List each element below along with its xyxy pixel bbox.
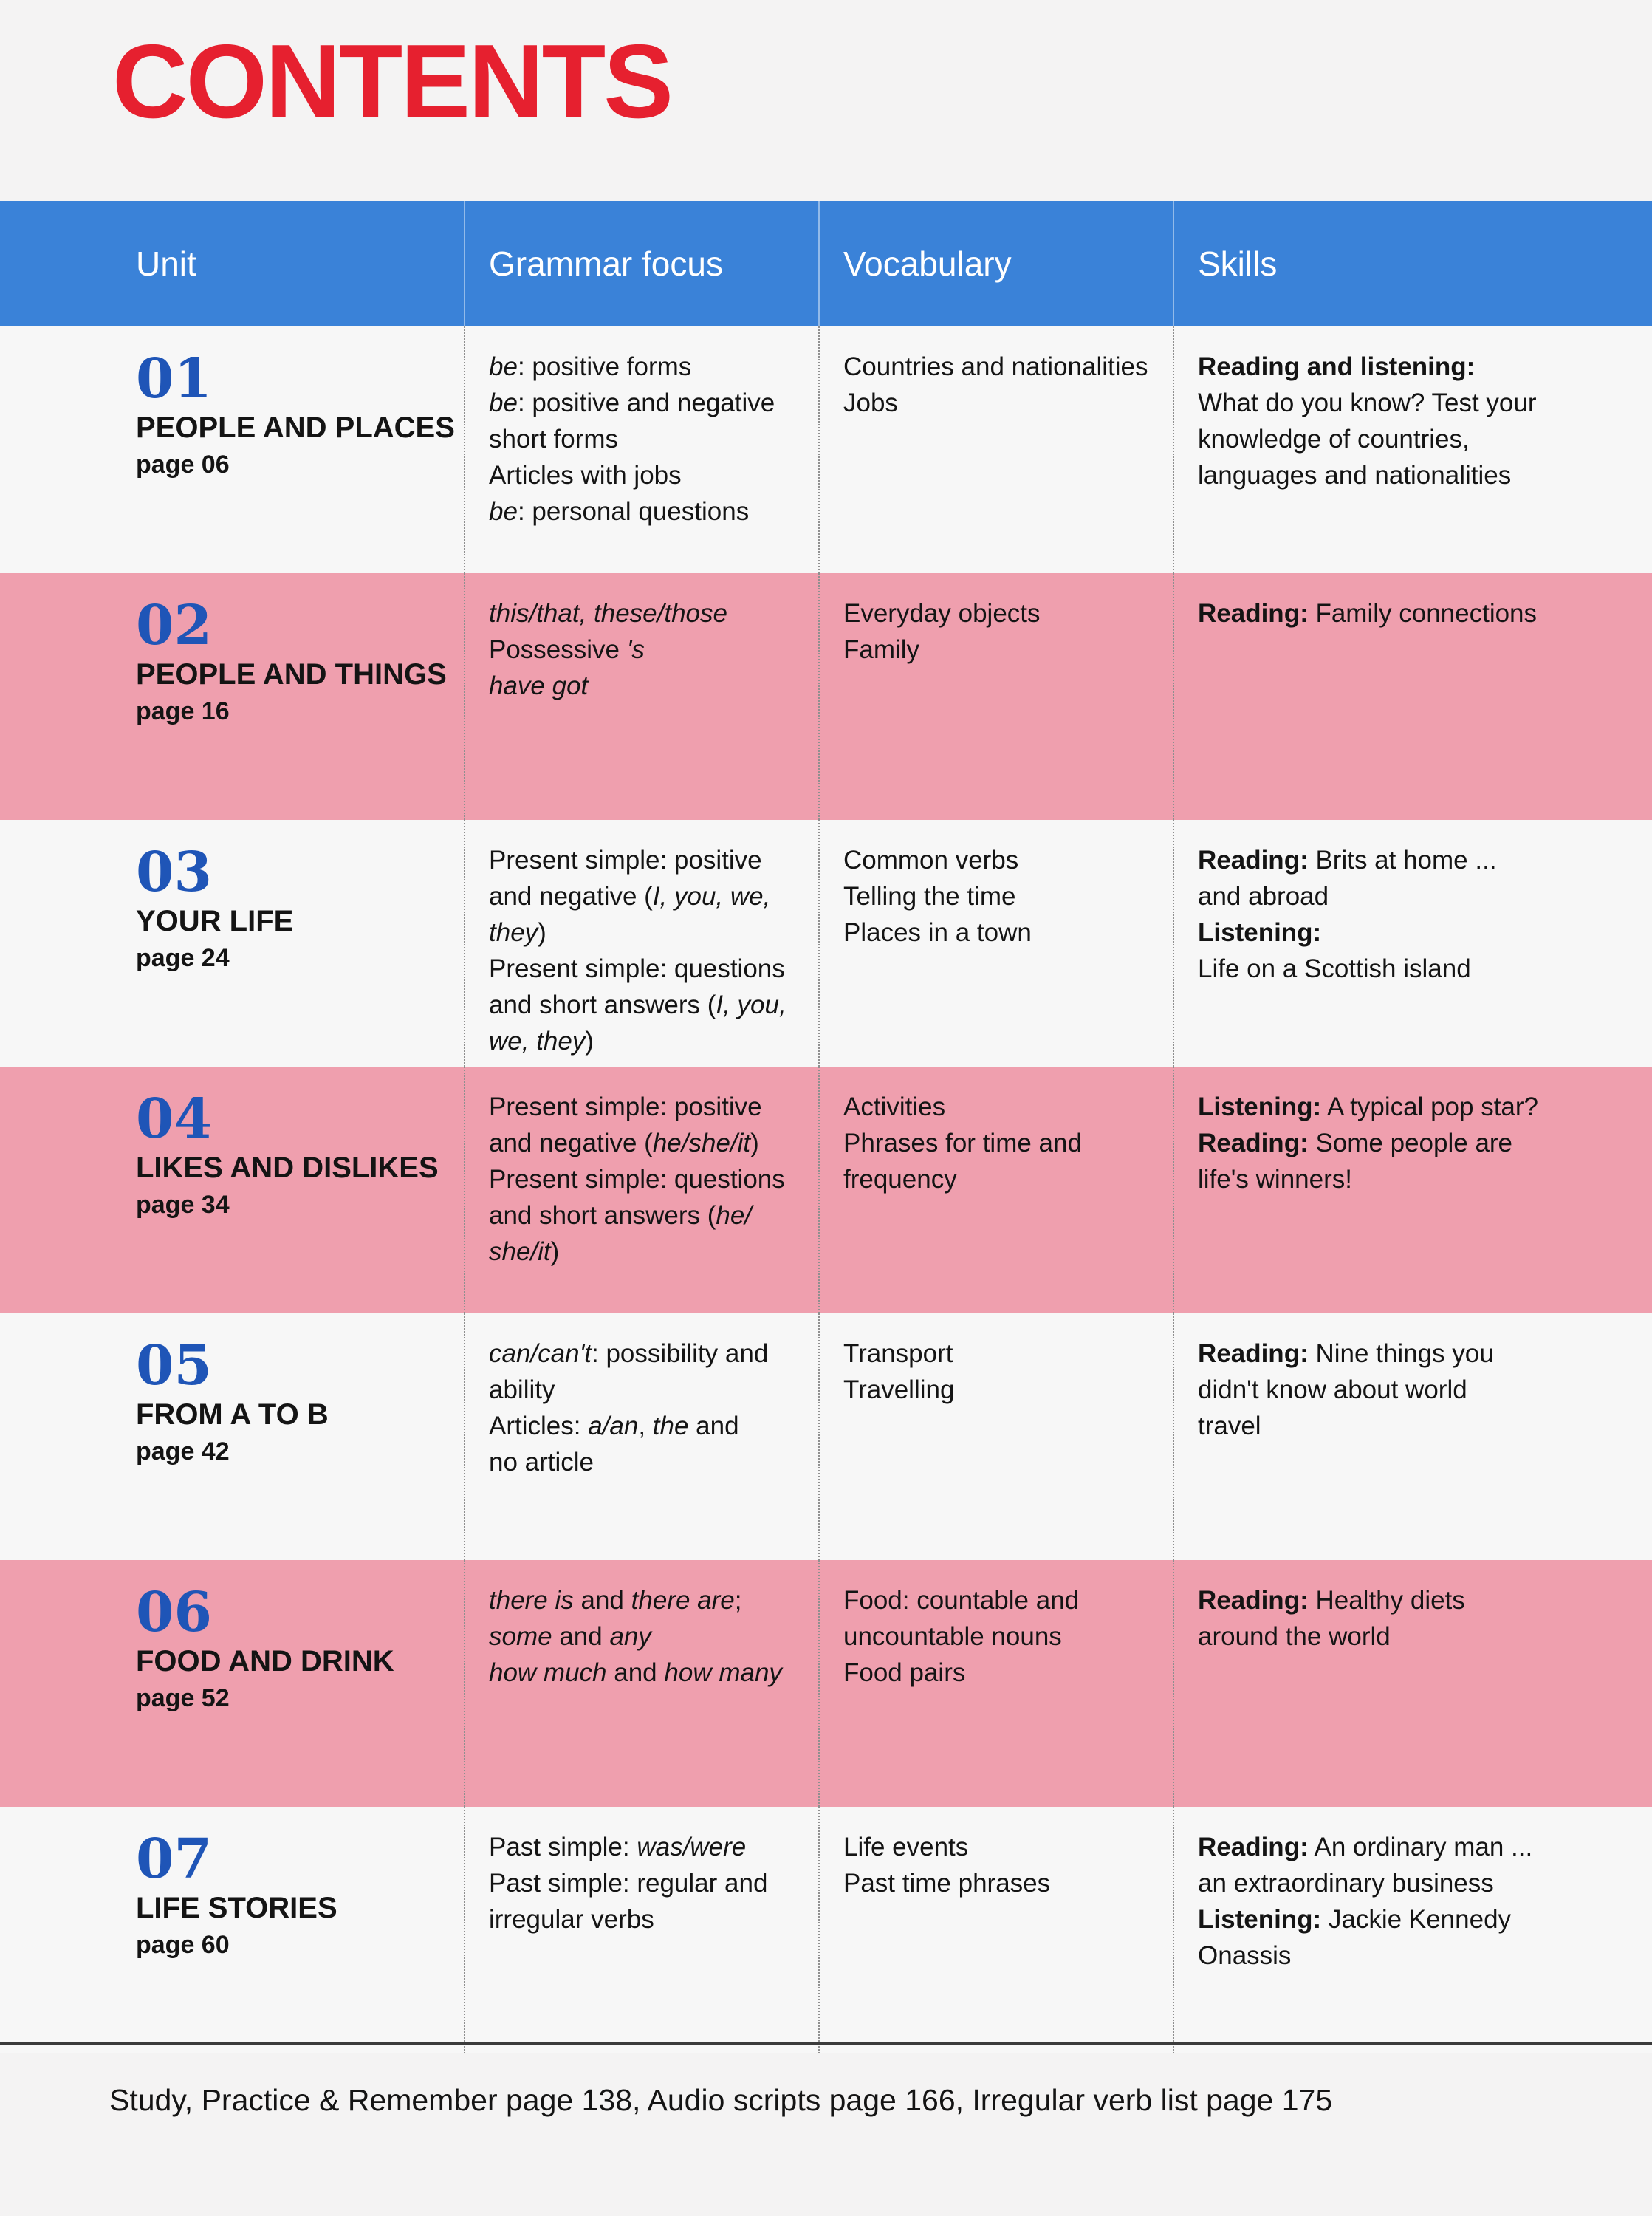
text-segment: be (489, 352, 518, 381)
cell-line (843, 1336, 1161, 1372)
unit-number: 03 (136, 841, 212, 904)
text-segment: was/were (637, 1833, 747, 1861)
text-segment: and short answers ( (489, 1201, 716, 1230)
cell-line (843, 878, 1161, 914)
text-segment: Healthy diets (1308, 1586, 1465, 1615)
table-row (0, 1807, 1652, 2053)
text-segment: : personal questions (517, 497, 750, 526)
text-segment: and (688, 1412, 739, 1440)
vocabulary-cell (820, 1067, 1174, 1313)
header-skills: Skills (1198, 244, 1278, 283)
vocabulary-cell (820, 326, 1174, 573)
page-title: CONTENTS (112, 23, 671, 140)
text-segment: and (552, 1622, 610, 1651)
text-segment: Past time phrases (843, 1869, 1051, 1898)
text-segment: Reading: (1198, 599, 1309, 628)
text-segment: : positive and negative (517, 389, 775, 417)
text-segment: how many (664, 1658, 782, 1687)
cell-line (843, 1161, 1161, 1197)
table-row (0, 573, 1652, 820)
vocabulary-cell (820, 820, 1174, 1067)
cell-line (489, 878, 806, 914)
text-segment: and (606, 1658, 665, 1687)
table-row (0, 326, 1652, 573)
text-segment: how much (489, 1658, 607, 1687)
unit-title: PEOPLE AND THINGS (136, 658, 447, 691)
text-segment: they (489, 918, 538, 947)
text-segment: Phrases for time and (843, 1129, 1082, 1157)
text-segment: she/it (489, 1237, 551, 1266)
grammar-cell (465, 1807, 820, 2053)
text-segment: Food: countable and (843, 1586, 1080, 1615)
cell-line (843, 349, 1161, 385)
text-segment: be (489, 389, 518, 417)
cell-line (489, 1234, 806, 1270)
cell-line (843, 1618, 1161, 1655)
text-segment: Family connections (1308, 599, 1538, 628)
cell-line (489, 668, 806, 704)
text-segment: ; (734, 1586, 742, 1615)
unit-number: 07 (136, 1827, 212, 1891)
cell-line (489, 987, 806, 1023)
cell-line (1198, 951, 1640, 987)
skills-cell (1174, 326, 1652, 573)
cell-line (1198, 914, 1640, 951)
text-segment: knowledge of countries, (1198, 425, 1470, 454)
footer-divider (0, 2042, 1652, 2045)
text-segment: Present simple: positive (489, 1092, 762, 1121)
unit-title: LIKES AND DISLIKES (136, 1152, 439, 1184)
text-segment: Life on a Scottish island (1198, 954, 1471, 983)
skills-cell (1174, 1313, 1652, 1560)
cell-line (843, 1125, 1161, 1161)
table-row (0, 1560, 1652, 1807)
vocabulary-cell (820, 1807, 1174, 2053)
cell-line (489, 1125, 806, 1161)
unit-cell (0, 1067, 465, 1313)
text-segment: : possibility and (592, 1339, 769, 1368)
cell-line (1198, 842, 1640, 878)
grammar-cell (465, 573, 820, 820)
table-header (0, 201, 1652, 326)
cell-line (1198, 1865, 1640, 1901)
header-grammar-focus: Grammar focus (465, 201, 820, 326)
grammar-cell (465, 820, 820, 1067)
text-segment: Listening: (1198, 1905, 1322, 1934)
unit-page-ref: page 42 (136, 1437, 230, 1466)
text-segment: have got (489, 671, 589, 700)
cell-line (489, 1089, 806, 1125)
cell-line (843, 1089, 1161, 1125)
cell-line (489, 914, 806, 951)
cell-line (489, 1618, 806, 1655)
cell-line (489, 1655, 806, 1691)
text-segment: Everyday objects (843, 599, 1041, 628)
text-segment: can/can't (489, 1339, 592, 1368)
cell-line (1198, 385, 1640, 421)
table-row (0, 820, 1652, 1067)
cell-line (1198, 1901, 1640, 1938)
text-segment: Travelling (843, 1375, 955, 1404)
cell-line (489, 1372, 806, 1408)
unit-number: 06 (136, 1581, 212, 1644)
table-body (0, 326, 1652, 2053)
text-segment: ) (550, 1237, 560, 1266)
grammar-cell (465, 1560, 820, 1807)
text-segment: ability (489, 1375, 555, 1404)
footer-references: Study, Practice & Remember page 138, Audio scripts page 166, Irregular verb list page 175 (109, 2083, 1333, 2117)
unit-cell (0, 1807, 465, 2053)
text-segment: languages and nationalities (1198, 461, 1512, 490)
text-segment: Jobs (843, 389, 898, 417)
unit-number: 01 (136, 347, 212, 411)
cell-line (843, 1372, 1161, 1408)
cell-line (1198, 457, 1640, 493)
unit-page-ref: page 16 (136, 697, 230, 725)
text-segment: Nine things you (1308, 1339, 1494, 1368)
cell-line (843, 385, 1161, 421)
text-segment: and (573, 1586, 631, 1615)
cell-line (843, 1865, 1161, 1901)
text-segment: Transport (843, 1339, 953, 1368)
text-segment: Present simple: positive (489, 846, 762, 875)
text-segment: Reading: (1198, 1833, 1309, 1861)
text-segment: he/ (716, 1201, 753, 1230)
text-segment: and negative ( (489, 882, 653, 911)
text-segment: some (489, 1622, 552, 1651)
unit-page-ref: page 60 (136, 1931, 230, 1959)
text-segment: , (638, 1412, 653, 1440)
text-segment: around the world (1198, 1622, 1391, 1651)
header-unit: Unit (0, 201, 465, 326)
text-segment: a/an (588, 1412, 639, 1440)
unit-page-ref: page 34 (136, 1191, 230, 1219)
cell-line (1198, 349, 1640, 385)
text-segment: Past simple: (489, 1833, 637, 1861)
unit-title: FROM A TO B (136, 1398, 329, 1431)
text-segment: Family (843, 635, 920, 664)
cell-line (1198, 1408, 1640, 1444)
cell-line (489, 493, 806, 530)
text-segment: and abroad (1198, 882, 1329, 911)
table-row (0, 1313, 1652, 1560)
text-segment: no article (489, 1448, 594, 1477)
cell-line (489, 1023, 806, 1059)
unit-cell (0, 820, 465, 1067)
text-segment: uncountable nouns (843, 1622, 1062, 1651)
cell-line (1198, 1161, 1640, 1197)
text-segment: an extraordinary business (1198, 1869, 1494, 1898)
text-segment: and short answers ( (489, 991, 716, 1019)
unit-title: FOOD AND DRINK (136, 1645, 394, 1678)
skills-cell (1174, 1067, 1652, 1313)
text-segment: Listening: (1198, 918, 1322, 947)
grammar-cell (465, 1067, 820, 1313)
cell-line (1198, 1829, 1640, 1865)
cell-line (489, 385, 806, 421)
text-segment: ) (585, 1027, 594, 1056)
text-segment: irregular verbs (489, 1905, 654, 1934)
contents-table (0, 201, 1652, 2053)
cell-line (489, 951, 806, 987)
text-segment: Present simple: questions (489, 954, 785, 983)
text-segment: Reading: (1198, 1339, 1309, 1368)
cell-line (1198, 1618, 1640, 1655)
text-segment: he/she/it (652, 1129, 751, 1157)
cell-line (843, 1655, 1161, 1691)
unit-cell (0, 573, 465, 820)
cell-line (1198, 1582, 1640, 1618)
skills-cell (1174, 820, 1652, 1067)
unit-number: 05 (136, 1334, 212, 1398)
unit-title: YOUR LIFE (136, 905, 294, 937)
grammar-cell (465, 1313, 820, 1560)
text-segment: 's (626, 635, 645, 664)
text-segment: Food pairs (843, 1658, 966, 1687)
text-segment: there is (489, 1586, 574, 1615)
unit-cell (0, 326, 465, 573)
unit-number: 04 (136, 1087, 212, 1151)
text-segment: Telling the time (843, 882, 1016, 911)
text-segment: Brits at home ... (1308, 846, 1497, 875)
text-segment: short forms (489, 425, 619, 454)
text-segment: Onassis (1198, 1941, 1292, 1970)
cell-line (843, 842, 1161, 878)
text-segment: Places in a town (843, 918, 1032, 947)
cell-line (1198, 1336, 1640, 1372)
text-segment: any (609, 1622, 651, 1651)
text-segment: we, they (489, 1027, 586, 1056)
text-segment: frequency (843, 1165, 957, 1194)
text-segment: Reading: (1198, 1586, 1309, 1615)
text-segment: Countries and nationalities (843, 352, 1148, 381)
text-segment: Past simple: regular and (489, 1869, 768, 1898)
text-segment: Jackie Kennedy (1321, 1905, 1512, 1934)
text-segment: didn't know about world (1198, 1375, 1467, 1404)
cell-line (1198, 1089, 1640, 1125)
cell-line (1198, 878, 1640, 914)
text-segment: : positive forms (517, 352, 692, 381)
cell-line (489, 632, 806, 668)
text-segment: Articles with jobs (489, 461, 682, 490)
cell-line (489, 1161, 806, 1197)
text-segment: Reading: (1198, 846, 1309, 875)
cell-line (489, 1582, 806, 1618)
text-segment: this/that, these/those (489, 599, 727, 628)
unit-title: LIFE STORIES (136, 1892, 337, 1924)
table-row (0, 1067, 1652, 1313)
cell-line (489, 1829, 806, 1865)
text-segment: Reading: (1198, 1129, 1309, 1157)
text-segment: What do you know? Test your (1198, 389, 1537, 417)
text-segment: ) (538, 918, 546, 947)
text-segment: travel (1198, 1412, 1261, 1440)
cell-line (843, 632, 1161, 668)
unit-cell (0, 1313, 465, 1560)
cell-line (489, 1865, 806, 1901)
text-segment: ) (750, 1129, 759, 1157)
cell-line (1198, 421, 1640, 457)
unit-page-ref: page 24 (136, 944, 230, 972)
skills-cell (1174, 1560, 1652, 1807)
cell-line (489, 1901, 806, 1938)
cell-line (489, 349, 806, 385)
text-segment: life's winners! (1198, 1165, 1352, 1194)
vocabulary-cell (820, 1560, 1174, 1807)
cell-line (489, 1444, 806, 1480)
skills-cell (1174, 573, 1652, 820)
text-segment: A typical pop star? (1321, 1092, 1539, 1121)
text-segment: Some people are (1308, 1129, 1513, 1157)
skills-cell (1174, 1807, 1652, 2053)
cell-line (489, 1197, 806, 1234)
unit-cell (0, 1560, 465, 1807)
text-segment: Life events (843, 1833, 969, 1861)
grammar-cell (465, 326, 820, 573)
cell-line (489, 842, 806, 878)
header-vocabulary: Vocabulary (820, 201, 1174, 326)
text-segment: be (489, 497, 518, 526)
vocabulary-cell (820, 1313, 1174, 1560)
cell-line (843, 1829, 1161, 1865)
cell-line (489, 457, 806, 493)
vocabulary-cell (820, 573, 1174, 820)
unit-page-ref: page 06 (136, 451, 230, 479)
text-segment: An ordinary man ... (1308, 1833, 1533, 1861)
text-segment: Common verbs (843, 846, 1019, 875)
text-segment: Present simple: questions (489, 1165, 785, 1194)
text-segment: Articles: (489, 1412, 589, 1440)
text-segment: the (652, 1412, 689, 1440)
cell-line (1198, 1372, 1640, 1408)
text-segment: I, you, (716, 991, 786, 1019)
cell-line (1198, 595, 1640, 632)
cell-line (1198, 1125, 1640, 1161)
text-segment: Activities (843, 1092, 946, 1121)
cell-line (843, 914, 1161, 951)
cell-line (489, 1408, 806, 1444)
text-segment: Reading and listening: (1198, 352, 1476, 381)
cell-line (489, 595, 806, 632)
text-segment: and negative ( (489, 1129, 653, 1157)
unit-title: PEOPLE AND PLACES (136, 411, 455, 444)
text-segment: Listening: (1198, 1092, 1322, 1121)
text-segment: Possessive (489, 635, 627, 664)
unit-page-ref: page 52 (136, 1684, 230, 1712)
unit-number: 02 (136, 594, 212, 657)
text-segment: I, you, we, (652, 882, 771, 911)
cell-line (489, 421, 806, 457)
cell-line (489, 1336, 806, 1372)
text-segment: there are (631, 1586, 735, 1615)
cell-line (1198, 1938, 1640, 1974)
cell-line (843, 1582, 1161, 1618)
cell-line (843, 595, 1161, 632)
